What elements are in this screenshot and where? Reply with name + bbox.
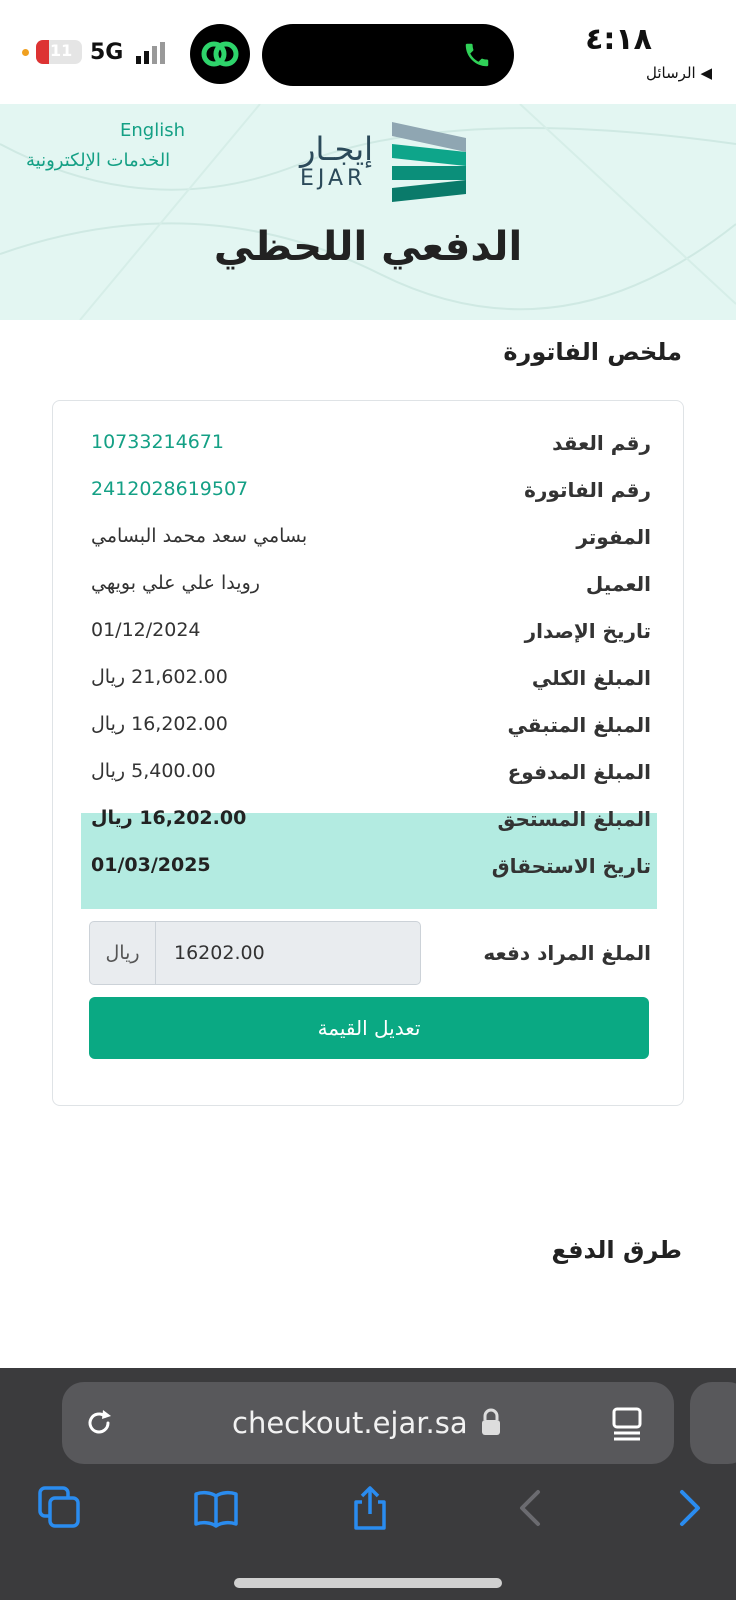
clock: ٤:١٨ [585, 22, 652, 57]
row-customer [81, 562, 657, 606]
payment-amount-input[interactable] [162, 934, 412, 972]
row-label: المفوتر [576, 525, 651, 549]
logo-text-arabic: إيجـار [300, 130, 374, 168]
browser-toolbar [0, 1368, 736, 1600]
reload-icon[interactable] [82, 1406, 116, 1440]
cellular-signal-icon [136, 42, 166, 64]
payment-amount-group [89, 921, 421, 985]
link-rings-icon [190, 24, 250, 84]
eservices-link[interactable]: الخدمات الإلكترونية [26, 150, 171, 171]
row-label: المبلغ المستحق [497, 807, 651, 831]
row-contract-number [81, 421, 657, 465]
page-title: الدفعي اللحظي [213, 224, 523, 270]
battery-level [36, 40, 49, 64]
row-label: المبلغ المدفوع [507, 760, 651, 784]
row-label: تاريخ الإصدار [524, 619, 651, 643]
row-label: المبلغ المتبقي [507, 713, 651, 737]
row-issue-date [81, 609, 657, 653]
row-value: 01/12/2024 [91, 619, 201, 641]
language-toggle-link[interactable]: English [120, 120, 185, 141]
forward-icon[interactable] [664, 1484, 712, 1532]
app-activity-indicator [190, 24, 250, 84]
share-icon[interactable] [346, 1484, 394, 1532]
edit-amount-button[interactable]: تعديل القيمة [89, 997, 649, 1059]
row-label: رقم الفاتورة [524, 478, 651, 502]
row-value: 01/03/2025 [91, 854, 211, 876]
row-label: تاريخ الاستحقاق [491, 854, 651, 878]
row-value: 16,202.00 ريال [91, 807, 247, 829]
ejar-logo-icon [392, 122, 466, 204]
privacy-indicator-dot [22, 49, 29, 56]
row-value: 21,602.00 ريال [91, 666, 228, 688]
row-invoice-number [81, 468, 657, 512]
row-paid-amount [81, 750, 657, 794]
battery-icon [36, 40, 82, 64]
next-tab-preview[interactable] [690, 1382, 736, 1464]
invoice-summary-title: ملخص الفاتورة [503, 338, 682, 366]
dynamic-island[interactable] [262, 24, 514, 86]
back-to-app-link[interactable]: ◀ الرسائل [646, 64, 712, 82]
row-due-date [81, 844, 657, 888]
battery-percent: 11 [50, 41, 73, 60]
network-type: 5G [90, 40, 124, 65]
back-icon[interactable] [508, 1484, 556, 1532]
site-header [0, 104, 736, 320]
row-biller [81, 515, 657, 559]
url-text[interactable]: checkout.ejar.sa [232, 1406, 468, 1440]
home-indicator[interactable] [234, 1578, 502, 1588]
payment-amount-label: الملغ المراد دفعه [483, 941, 651, 965]
row-value: بسامي سعد محمد البسامي [91, 525, 308, 547]
row-value: 5,400.00 ريال [91, 760, 216, 782]
invoice-summary-card [52, 400, 684, 1106]
currency-addon: ريال [90, 922, 156, 984]
row-remaining-amount [81, 703, 657, 747]
row-label: العميل [585, 572, 651, 596]
address-bar[interactable] [62, 1382, 674, 1464]
payment-methods-title: طرق الدفع [551, 1236, 682, 1264]
row-due-amount [81, 797, 657, 841]
invoice-number-link[interactable]: 2412028619507 [91, 478, 249, 500]
row-value: 16,202.00 ريال [91, 713, 228, 735]
row-value: رويدا علي علي بويهي [91, 572, 260, 594]
bookmarks-icon[interactable] [192, 1484, 240, 1532]
row-label: رقم العقد [552, 431, 651, 455]
logo-text-english: EJAR [300, 166, 367, 191]
tabs-icon[interactable] [36, 1484, 84, 1532]
status-bar [0, 0, 736, 104]
payment-amount-row [81, 921, 657, 987]
row-label: المبلغ الكلي [531, 666, 651, 690]
reader-icon[interactable] [610, 1406, 644, 1442]
lock-icon [480, 1408, 502, 1436]
phone-call-icon [462, 40, 492, 70]
row-total-amount [81, 656, 657, 700]
contract-number-link[interactable]: 10733214671 [91, 431, 224, 453]
